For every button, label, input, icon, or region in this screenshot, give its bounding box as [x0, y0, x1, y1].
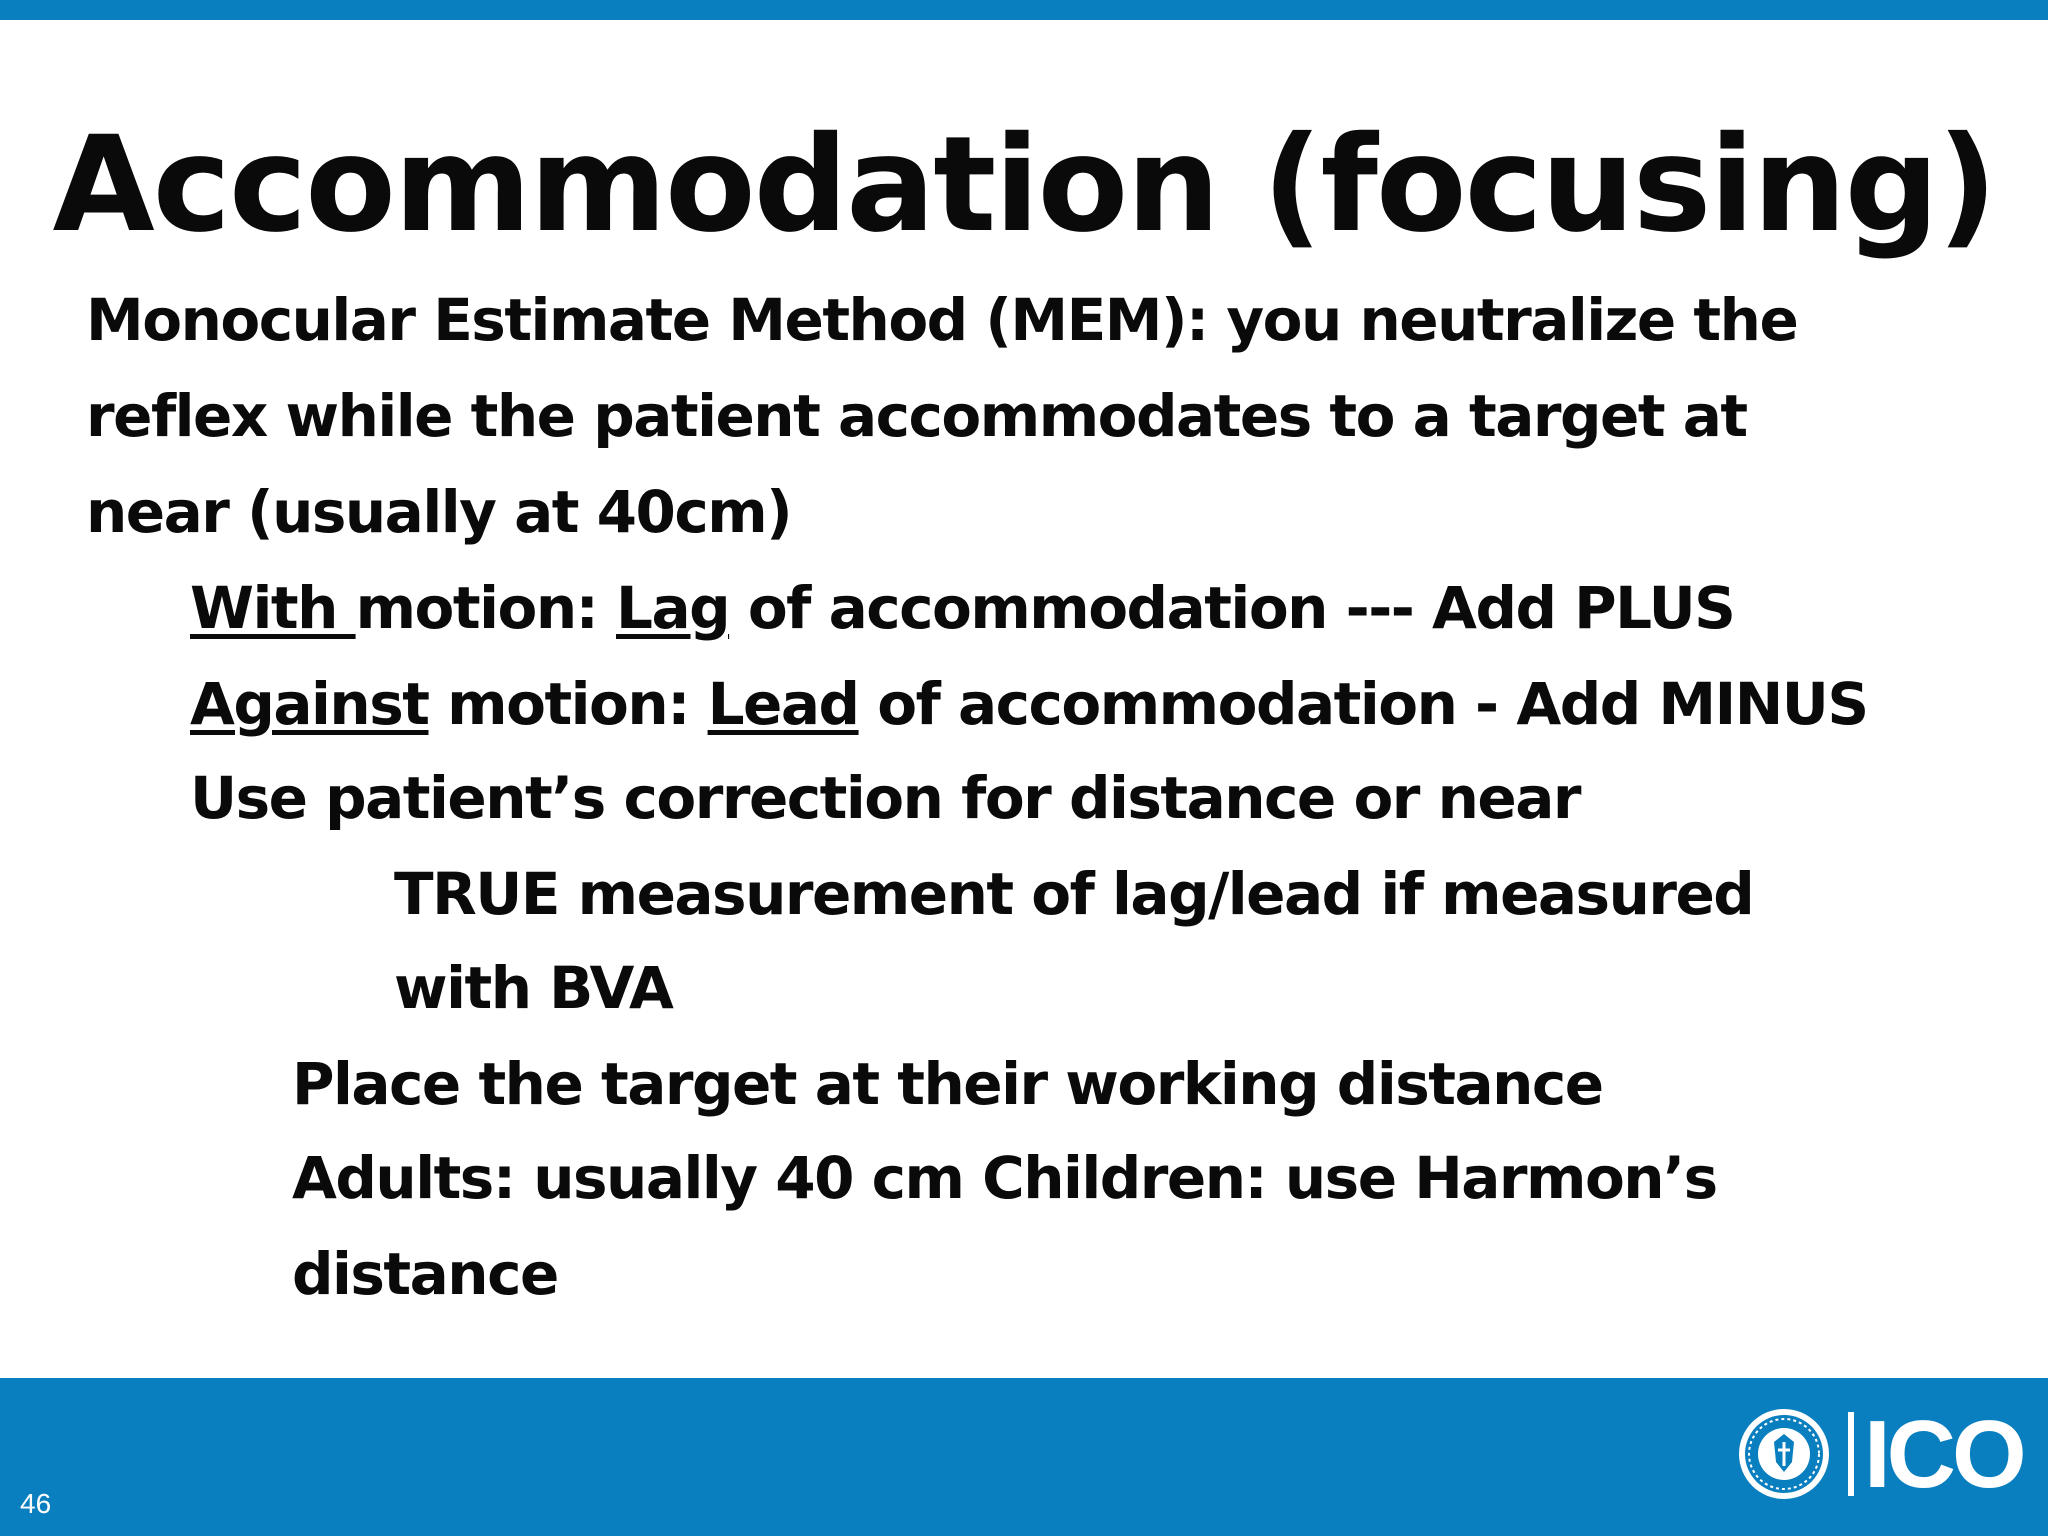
- lead-word: Lead: [707, 670, 859, 738]
- true-measurement-line-2: with BVA: [394, 954, 673, 1022]
- intro-line-2: reflex while the patient accommodates to a target at: [86, 382, 1747, 450]
- target-line-1: Place the target at their working distance: [292, 1050, 1603, 1118]
- lag-word: Lag: [616, 574, 730, 642]
- with-motion-rest: of accommodation --- Add PLUS: [729, 574, 1735, 642]
- with-motion-line: [190, 560, 1734, 656]
- college-seal-icon: [1736, 1406, 1832, 1502]
- with-word: With: [190, 574, 356, 642]
- against-motion-line: [190, 656, 1868, 752]
- slide-number: 46: [20, 1488, 52, 1519]
- slide-title: Accommodation (focusing): [52, 108, 1996, 262]
- against-word: Against: [190, 670, 429, 738]
- footer-bar: [0, 1378, 2048, 1536]
- against-motion-label: motion:: [428, 670, 708, 738]
- logo-divider: [1848, 1412, 1854, 1496]
- target-line-2: Adults: usually 40 cm Children: use Harmon’s: [292, 1144, 1717, 1212]
- intro-line-1: Monocular Estimate Method (MEM): you neutralize the: [86, 286, 1798, 354]
- ico-logo-text: ICO: [1864, 1401, 2023, 1508]
- with-motion-label: motion:: [355, 574, 616, 642]
- target-line-3: distance: [292, 1240, 558, 1308]
- correction-line: Use patient’s correction for distance or near: [190, 764, 1580, 832]
- true-measurement-line-1: TRUE measurement of lag/lead if measured: [394, 860, 1754, 928]
- intro-line-3: near (usually at 40cm): [86, 478, 792, 546]
- ico-logo: [1736, 1401, 2026, 1508]
- against-motion-rest: of accommodation - Add MINUS: [858, 670, 1868, 738]
